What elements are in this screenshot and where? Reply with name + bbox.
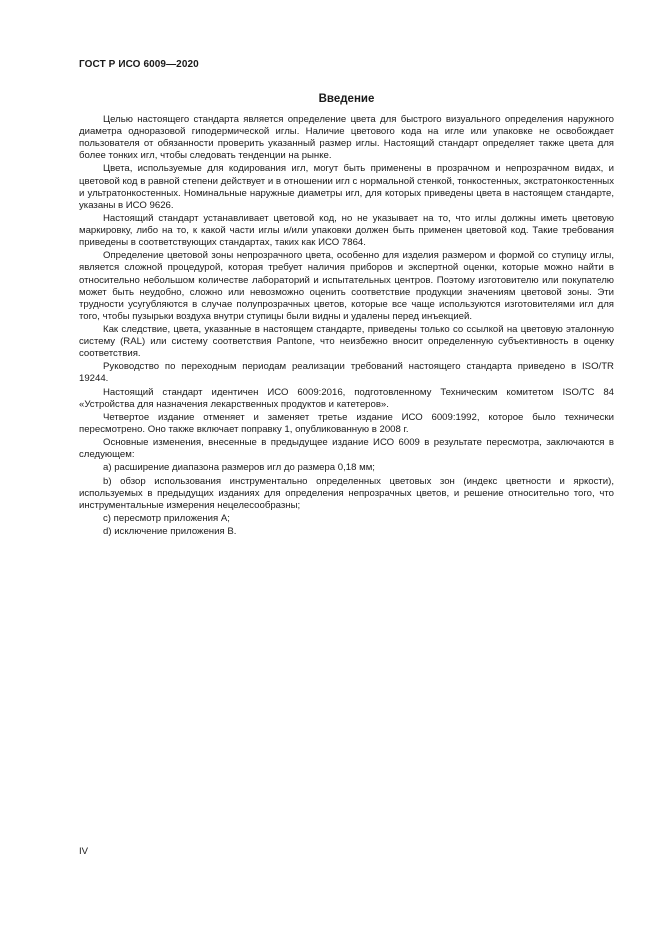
paragraph: Как следствие, цвета, указанные в настоящем стандарте, приведены только со ссылкой на цветовую эталонную систему (RAL) или систему соответствия Pantone, что неизбежно вносит определенную субъективность в оценку соответствия.	[79, 323, 614, 360]
page-number: IV	[79, 846, 89, 857]
document-header: ГОСТ Р ИСО 6009—2020	[79, 59, 199, 70]
list-item: a) расширение диапазона размеров игл до размера 0,18 мм;	[103, 462, 375, 474]
list-item: d) исключение приложения В.	[103, 526, 237, 538]
paragraph: Четвертое издание отменяет и заменяет третье издание ИСО 6009:1992, которое было технически пересмотрено. Оно также включает поправку 1, опубликованную в 2008 г.	[79, 411, 614, 435]
paragraph: Целью настоящего стандарта является определение цвета для быстрого визуального определения наружного диаметра одноразовой гиподермической иглы. Наличие цветового кода на игле или упаковке не освобождает пользователя от обязанности проверить указанный размер иглы. Настоящий стандарт определяет также цвета для более тонких игл, чтобы следовать тенденции на рынке.	[79, 114, 614, 162]
list-item: c) пересмотр приложения А;	[103, 513, 230, 525]
list-item: b) обзор использования инструментально определенных цветовых зон (индекс цветности и яркости), используемых в предыдущих изданиях для определения непрозрачных цветов, и решение относительно того, что инструментальные измерения нецелесообразны;	[79, 475, 614, 511]
paragraph: Цвета, используемые для кодирования игл, могут быть применены в прозрачном и непрозрачном видах, и цветовой код в равной степени действует и в отношении игл с нормальной стенкой, тонкостенных, экстратонкостенных и ультратонкостенных. Номинальные наружные диаметры игл, для которых приведены цвета в настоящем стандарте, указаны в ИСО 9626.	[79, 163, 614, 211]
paragraph: Руководство по переходным периодам реализации требований настоящего стандарта приведено в ISO/TR 19244.	[79, 361, 614, 385]
section-title: Введение	[318, 93, 375, 105]
paragraph: Основные изменения, внесенные в предыдущее издание ИСО 6009 в результате пересмотра, заключаются в следующем:	[79, 437, 614, 461]
paragraph: Определение цветовой зоны непрозрачного цвета, особенно для изделия размером и формой со ступицу иглы, является сложной процедурой, которая требует наличия приборов и экспертной оценки, которые можно найти в относительно небольшом количестве лабораторий и испытательных центров. Поэтому изготовителю или покупателю может быть неудобно, сложно или невозможно оценить соответствие продукции значениям цветовой зоны. Эти трудности усугубляются в случае полупрозрачных цветов, которые все чаще используются изготовителями игл для того, чтобы пузырьки воздуха внутри ступицы были видны и удалены перед инъекцией.	[79, 250, 614, 322]
paragraph: Настоящий стандарт идентичен ИСО 6009:2016, подготовленному Техническим комитетом ISO/TC 84 «Устройства для назначения лекарственных продуктов и катетеров».	[79, 386, 614, 410]
document-body	[79, 114, 614, 538]
paragraph: Настоящий стандарт устанавливает цветовой код, но не указывает на то, что иглы должны иметь цветовую маркировку, либо на то, к какой части иглы и/или упаковки должен быть применен цветовой код. Такие требования приведены в соответствующих стандартах, таких как ИСО 7864.	[79, 212, 614, 249]
